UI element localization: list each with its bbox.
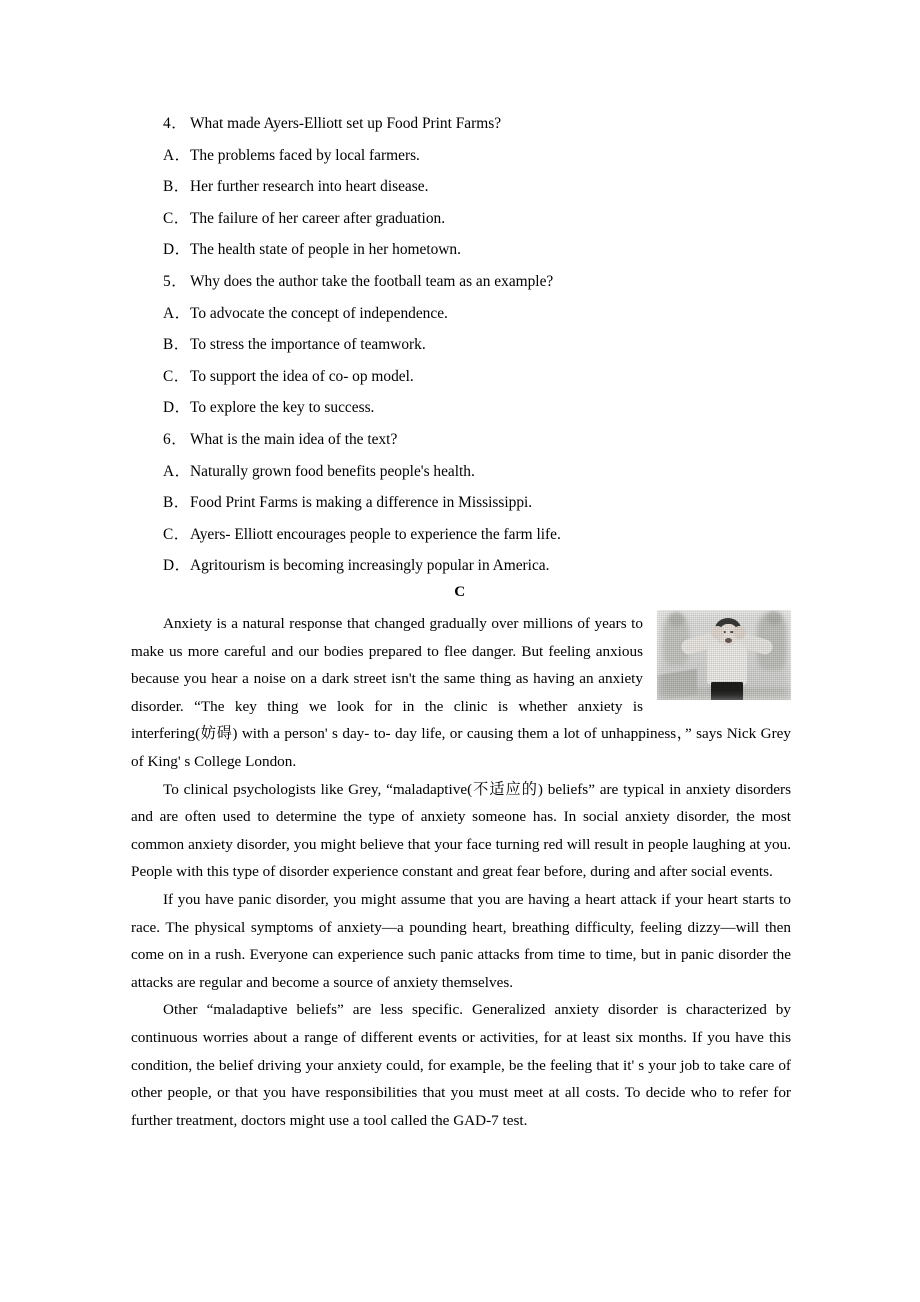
background-head-right xyxy=(767,611,781,625)
stressed-woman-photo xyxy=(657,610,791,700)
option-label: D． xyxy=(163,399,191,417)
option-text: Ayers- Elliott encourages people to experience the farm life. xyxy=(190,525,561,543)
question-number: 5． xyxy=(163,272,188,290)
option-text: Naturally grown food benefits people's health. xyxy=(190,462,475,480)
option-label: A． xyxy=(163,146,191,164)
option-label: D． xyxy=(163,557,191,575)
answer-option[interactable] xyxy=(163,456,803,488)
answer-option[interactable] xyxy=(163,140,803,172)
option-label: B． xyxy=(163,178,190,196)
woman-hand-left xyxy=(711,626,724,639)
question-list xyxy=(163,108,803,582)
option-label: C． xyxy=(163,525,190,543)
question-text: Why does the author take the football team as an example? xyxy=(190,272,554,290)
passage-paragraph: If you have panic disorder, you might assume that you are having a heart attack if your heart starts to race. The physical symptoms of anxiety—a pounding heart, breathing difficulty, feeling dizzy—will then come on in a rush. Everyone can experience such panic attacks from time to time, but in panic disorder the attacks are regular and become a source of anxiety themselves. xyxy=(131,890,791,991)
woman-mouth xyxy=(725,638,732,643)
option-text: To support the idea of co- op model. xyxy=(190,367,414,385)
question-stem xyxy=(163,108,803,140)
option-label: B． xyxy=(163,336,190,354)
laptop-icon xyxy=(657,669,697,700)
option-text: To advocate the concept of independence. xyxy=(190,304,448,322)
answer-option[interactable] xyxy=(163,550,803,582)
question-text: What is the main idea of the text? xyxy=(190,430,398,448)
answer-option[interactable] xyxy=(163,329,803,361)
answer-option[interactable] xyxy=(163,234,803,266)
answer-option[interactable] xyxy=(163,487,803,519)
option-text: Her further research into heart disease. xyxy=(190,178,429,196)
passage-paragraph: To clinical psychologists like Grey, “maladaptive(不适应的) beliefs” are typical in anxiety disorders and are often used to determine the type of anxiety someone has. In social anxiety disorder, the most common anxiety disorder, you might believe that your face turning red will result in people laughing at you. People with this type of disorder experience constant and great fear before, during and after social events. xyxy=(131,780,791,881)
option-text: The problems faced by local farmers. xyxy=(190,146,420,164)
option-text: To explore the key to success. xyxy=(190,399,375,417)
answer-option[interactable] xyxy=(163,298,803,330)
section-heading: C xyxy=(454,583,466,600)
answer-option[interactable] xyxy=(163,171,803,203)
question-text: What made Ayers-Elliott set up Food Print Farms? xyxy=(190,115,502,132)
answer-option[interactable] xyxy=(163,392,803,424)
question-number: 4． xyxy=(163,115,188,132)
passage-paragraph: Other “maladaptive beliefs” are less specific. Generalized anxiety disorder is characterized by continuous worries about a range of different events or activities, for at least six months. If you have this condition, the belief driving your anxiety could, for example, be the feeling that it' s your job to take care of other people, or that you have responsibilities that you must meet at all costs. To decide who to refer for further treatment, doctors might use a tool called the GAD-7 test. xyxy=(131,1001,791,1129)
option-label: D． xyxy=(163,241,191,259)
background-head-left xyxy=(669,612,684,627)
option-label: B． xyxy=(163,494,190,512)
woman-torso xyxy=(707,643,747,685)
option-text: Food Print Farms is making a difference in Mississippi. xyxy=(190,494,533,512)
option-label: C． xyxy=(163,367,190,385)
answer-option[interactable] xyxy=(163,519,803,551)
reading-passage xyxy=(131,610,791,1134)
woman-skirt xyxy=(711,682,743,700)
option-text: To stress the importance of teamwork. xyxy=(190,336,426,354)
option-text: Agritourism is becoming increasingly popular in America. xyxy=(190,557,550,575)
option-label: C． xyxy=(163,209,190,227)
option-text: The failure of her career after graduation. xyxy=(190,209,446,227)
question-stem xyxy=(163,424,803,456)
question-stem xyxy=(163,266,803,298)
option-label: A． xyxy=(163,304,191,322)
passage-paragraph: Anxiety is a natural response that changed gradually over millions of years to make us more careful and our bodies prepared to flee danger. But feeling anxious because you hear a noise on a dark street isn't the same thing as having an anxiety disorder. “The key thing we look for in the clinic is whether anxiety is interfering(妨碍) with a person' s day- to- day life, or causing them a lot of unhappiness，” says Nick Grey of King' s College London. xyxy=(131,615,791,770)
question-number: 6． xyxy=(163,430,188,448)
option-text: The health state of people in her hometown. xyxy=(190,241,461,259)
option-label: A． xyxy=(163,462,191,480)
woman-hand-right xyxy=(733,626,746,639)
answer-option[interactable] xyxy=(163,203,803,235)
answer-option[interactable] xyxy=(163,361,803,393)
